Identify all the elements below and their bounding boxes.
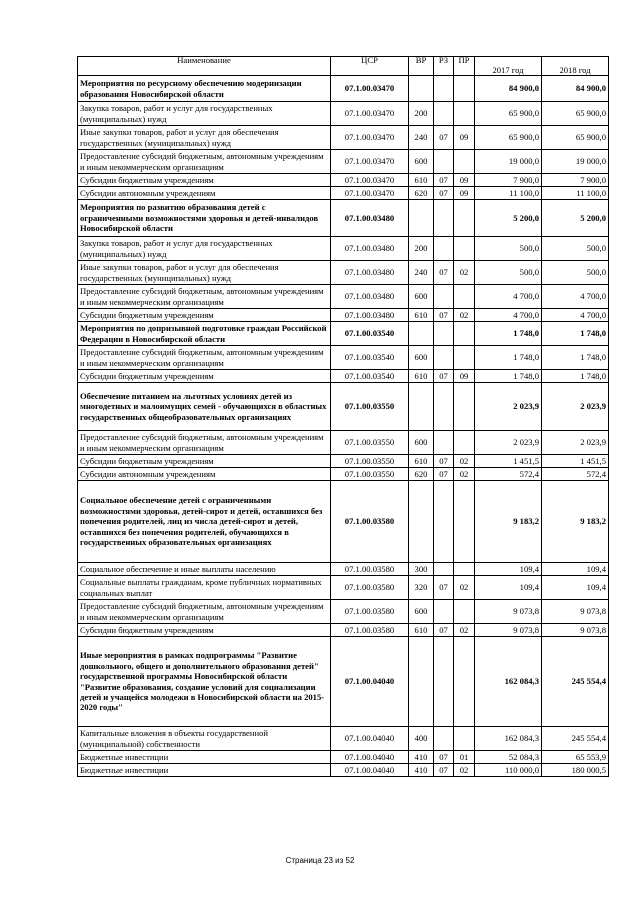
row-csr: 07.1.00.03480 <box>331 261 409 285</box>
row-pr <box>454 285 475 309</box>
row-2018: 9 183,2 <box>542 481 609 563</box>
table-row <box>78 285 609 309</box>
row-vr <box>409 383 434 431</box>
table-row <box>78 322 609 346</box>
table-row <box>78 468 609 481</box>
row-2017: 65 900,0 <box>475 126 542 150</box>
row-2018: 65 553,9 <box>542 751 609 764</box>
row-csr: 07.1.00.03580 <box>331 563 409 576</box>
row-name: Бюджетные инвестиции <box>78 764 331 777</box>
row-csr: 07.1.00.03580 <box>331 624 409 637</box>
row-vr <box>409 481 434 563</box>
table-row <box>78 727 609 751</box>
row-pr <box>454 237 475 261</box>
row-name: Иные мероприятия в рамках подпрограммы "Развитие дошкольного, общего и дополнительного образования детей" государственной программы Новосибирской области "Развитие образования, создание условий для социализации детей и учащейся молодежи в Новосибирской области на 2015-2020 годы" <box>78 637 331 727</box>
row-name: Субсидии автономным учреждениям <box>78 468 331 481</box>
row-rz: 07 <box>434 751 454 764</box>
row-2017: 65 900,0 <box>475 102 542 126</box>
row-vr: 200 <box>409 102 434 126</box>
row-csr: 07.1.00.03550 <box>331 455 409 468</box>
row-2017: 9 183,2 <box>475 481 542 563</box>
row-rz <box>434 727 454 751</box>
table-row <box>78 370 609 383</box>
row-pr: 09 <box>454 187 475 200</box>
table-row <box>78 576 609 600</box>
row-pr <box>454 600 475 624</box>
row-rz <box>434 200 454 237</box>
row-2018: 4 700,0 <box>542 309 609 322</box>
row-2018: 1 451,5 <box>542 455 609 468</box>
row-csr: 07.1.00.04040 <box>331 727 409 751</box>
row-2017: 109,4 <box>475 576 542 600</box>
row-pr <box>454 200 475 237</box>
row-2017: 11 100,0 <box>475 187 542 200</box>
row-name: Социальные выплаты гражданам, кроме публичных нормативных социальных выплат <box>78 576 331 600</box>
row-rz <box>434 322 454 346</box>
row-vr: 410 <box>409 764 434 777</box>
row-2018: 2 023,9 <box>542 431 609 455</box>
row-rz <box>434 237 454 261</box>
row-2017: 9 073,8 <box>475 624 542 637</box>
row-name: Иные закупки товаров, работ и услуг для обеспечения государственных (муниципальных) нужд <box>78 261 331 285</box>
row-vr <box>409 76 434 102</box>
row-2017: 1 748,0 <box>475 322 542 346</box>
row-name: Субсидии бюджетным учреждениям <box>78 624 331 637</box>
row-pr <box>454 727 475 751</box>
header-pr: ПР <box>454 57 475 76</box>
header-2017: 2017 год <box>475 57 542 76</box>
row-vr: 240 <box>409 261 434 285</box>
row-csr: 07.1.00.03470 <box>331 174 409 187</box>
row-csr: 07.1.00.03480 <box>331 309 409 322</box>
row-name: Мероприятия по развитию образования детей с ограниченными возможностями здоровья и детей-инвалидов Новосибирской области <box>78 200 331 237</box>
row-rz <box>434 431 454 455</box>
row-name: Закупка товаров, работ и услуг для государственных (муниципальных) нужд <box>78 102 331 126</box>
row-pr: 02 <box>454 455 475 468</box>
row-rz: 07 <box>434 455 454 468</box>
row-2017: 500,0 <box>475 237 542 261</box>
row-vr: 600 <box>409 431 434 455</box>
row-2017: 162 084,3 <box>475 637 542 727</box>
row-csr: 07.1.00.03540 <box>331 322 409 346</box>
row-rz: 07 <box>434 309 454 322</box>
row-rz: 07 <box>434 174 454 187</box>
row-pr: 02 <box>454 576 475 600</box>
row-pr <box>454 383 475 431</box>
row-pr: 09 <box>454 370 475 383</box>
row-vr: 400 <box>409 727 434 751</box>
row-2018: 500,0 <box>542 237 609 261</box>
table-row <box>78 187 609 200</box>
row-name: Закупка товаров, работ и услуг для государственных (муниципальных) нужд <box>78 237 331 261</box>
row-vr: 620 <box>409 468 434 481</box>
row-vr: 320 <box>409 576 434 600</box>
table-row <box>78 431 609 455</box>
row-csr: 07.1.00.03470 <box>331 187 409 200</box>
row-2017: 1 451,5 <box>475 455 542 468</box>
row-2018: 84 900,0 <box>542 76 609 102</box>
row-rz: 07 <box>434 261 454 285</box>
header-rz: РЗ <box>434 57 454 76</box>
budget-table <box>77 56 609 777</box>
row-name: Предоставление субсидий бюджетным, автономным учреждениям и иным некоммерческим организациям <box>78 285 331 309</box>
page-number: Страница 23 из 52 <box>285 856 355 865</box>
row-rz: 07 <box>434 126 454 150</box>
header-name: Наименование <box>78 57 331 76</box>
row-name: Предоставление субсидий бюджетным, автономным учреждениям и иным некоммерческим организациям <box>78 600 331 624</box>
row-2018: 11 100,0 <box>542 187 609 200</box>
row-2018: 65 900,0 <box>542 102 609 126</box>
row-csr: 07.1.00.03470 <box>331 126 409 150</box>
row-name: Субсидии бюджетным учреждениям <box>78 455 331 468</box>
row-2017: 7 900,0 <box>475 174 542 187</box>
row-vr: 300 <box>409 563 434 576</box>
row-name: Субсидии автономным учреждениям <box>78 187 331 200</box>
row-csr: 07.1.00.03470 <box>331 76 409 102</box>
row-pr <box>454 322 475 346</box>
row-csr: 07.1.00.04040 <box>331 764 409 777</box>
row-2017: 5 200,0 <box>475 200 542 237</box>
row-2017: 162 084,3 <box>475 727 542 751</box>
header-vr: ВР <box>409 57 434 76</box>
row-2017: 110 000,0 <box>475 764 542 777</box>
row-rz: 07 <box>434 468 454 481</box>
row-2018: 109,4 <box>542 576 609 600</box>
row-vr: 600 <box>409 600 434 624</box>
row-rz <box>434 481 454 563</box>
row-2018: 1 748,0 <box>542 346 609 370</box>
row-vr: 240 <box>409 126 434 150</box>
row-csr: 07.1.00.03550 <box>331 431 409 455</box>
row-rz: 07 <box>434 576 454 600</box>
row-pr: 09 <box>454 174 475 187</box>
table-row <box>78 76 609 102</box>
row-2018: 9 073,8 <box>542 624 609 637</box>
row-2018: 65 900,0 <box>542 126 609 150</box>
row-rz: 07 <box>434 370 454 383</box>
row-vr: 610 <box>409 309 434 322</box>
row-rz <box>434 563 454 576</box>
row-csr: 07.1.00.03540 <box>331 346 409 370</box>
table-row <box>78 751 609 764</box>
table-row <box>78 764 609 777</box>
row-name: Обеспечение питанием на льготных условиях детей из многодетных и малоимущих семей - обучающихся в областных государственных общеобразовательных организациях <box>78 383 331 431</box>
table-row <box>78 126 609 150</box>
row-name: Социальное обеспечение и иные выплаты населению <box>78 563 331 576</box>
row-2018: 109,4 <box>542 563 609 576</box>
row-vr: 410 <box>409 751 434 764</box>
row-vr: 610 <box>409 370 434 383</box>
row-csr: 07.1.00.03580 <box>331 576 409 600</box>
row-2018: 500,0 <box>542 261 609 285</box>
row-name: Иные закупки товаров, работ и услуг для обеспечения государственных (муниципальных) нужд <box>78 126 331 150</box>
row-csr: 07.1.00.03550 <box>331 468 409 481</box>
row-csr: 07.1.00.03480 <box>331 237 409 261</box>
row-2018: 5 200,0 <box>542 200 609 237</box>
row-vr: 600 <box>409 346 434 370</box>
row-rz <box>434 285 454 309</box>
row-rz: 07 <box>434 764 454 777</box>
row-csr: 07.1.00.03550 <box>331 383 409 431</box>
table-row <box>78 261 609 285</box>
row-name: Предоставление субсидий бюджетным, автономным учреждениям и иным некоммерческим организациям <box>78 346 331 370</box>
row-2017: 19 000,0 <box>475 150 542 174</box>
row-vr: 620 <box>409 187 434 200</box>
row-2018: 19 000,0 <box>542 150 609 174</box>
budget-table-page <box>77 56 608 777</box>
row-2017: 1 748,0 <box>475 370 542 383</box>
row-2018: 2 023,9 <box>542 383 609 431</box>
row-vr <box>409 200 434 237</box>
row-csr: 07.1.00.03480 <box>331 285 409 309</box>
row-pr <box>454 481 475 563</box>
row-2018: 1 748,0 <box>542 322 609 346</box>
row-vr: 610 <box>409 174 434 187</box>
row-rz: 07 <box>434 187 454 200</box>
row-name: Мероприятия по допризывной подготовке граждан Российской Федерации в Новосибирской области <box>78 322 331 346</box>
row-pr <box>454 563 475 576</box>
row-csr: 07.1.00.03580 <box>331 481 409 563</box>
table-row <box>78 309 609 322</box>
table-header-row <box>78 57 609 76</box>
row-name: Субсидии бюджетным учреждениям <box>78 309 331 322</box>
row-pr <box>454 431 475 455</box>
row-pr: 01 <box>454 751 475 764</box>
row-pr <box>454 76 475 102</box>
row-vr <box>409 322 434 346</box>
row-vr <box>409 637 434 727</box>
header-2018: 2018 год <box>542 57 609 76</box>
row-2017: 9 073,8 <box>475 600 542 624</box>
table-row <box>78 200 609 237</box>
row-csr: 07.1.00.04040 <box>331 751 409 764</box>
row-pr: 02 <box>454 468 475 481</box>
row-csr: 07.1.00.03480 <box>331 200 409 237</box>
header-csr: ЦСР <box>331 57 409 76</box>
row-rz <box>434 637 454 727</box>
row-2018: 4 700,0 <box>542 285 609 309</box>
row-csr: 07.1.00.03470 <box>331 150 409 174</box>
row-pr: 02 <box>454 764 475 777</box>
table-row <box>78 455 609 468</box>
row-pr <box>454 102 475 126</box>
row-name: Субсидии бюджетным учреждениям <box>78 174 331 187</box>
row-pr: 02 <box>454 309 475 322</box>
row-rz <box>434 150 454 174</box>
row-2017: 500,0 <box>475 261 542 285</box>
row-rz <box>434 600 454 624</box>
row-csr: 07.1.00.03540 <box>331 370 409 383</box>
row-pr: 02 <box>454 624 475 637</box>
row-csr: 07.1.00.03580 <box>331 600 409 624</box>
row-vr: 600 <box>409 285 434 309</box>
row-rz <box>434 346 454 370</box>
row-2018: 7 900,0 <box>542 174 609 187</box>
row-2018: 572,4 <box>542 468 609 481</box>
row-2017: 84 900,0 <box>475 76 542 102</box>
row-name: Предоставление субсидий бюджетным, автономным учреждениям и иным некоммерческим организациям <box>78 150 331 174</box>
row-2017: 4 700,0 <box>475 285 542 309</box>
row-2017: 109,4 <box>475 563 542 576</box>
row-name: Капитальные вложения в объекты государственной (муниципальной) собственности <box>78 727 331 751</box>
row-2017: 2 023,9 <box>475 431 542 455</box>
row-pr: 02 <box>454 261 475 285</box>
row-pr <box>454 346 475 370</box>
row-name: Социальное обеспечение детей с ограниченными возможностями здоровья, детей-сирот и детей, оставшихся без попечения родителей, лиц из числа детей-сирот и детей, оставшихся без попечения родителей, обучающихся в государственных образовательных организациях <box>78 481 331 563</box>
table-row <box>78 563 609 576</box>
table-row <box>78 624 609 637</box>
row-name: Предоставление субсидий бюджетным, автономным учреждениям и иным некоммерческим организациям <box>78 431 331 455</box>
row-vr: 600 <box>409 150 434 174</box>
row-2018: 245 554,4 <box>542 637 609 727</box>
table-row <box>78 237 609 261</box>
row-name: Субсидии бюджетным учреждениям <box>78 370 331 383</box>
row-pr: 09 <box>454 126 475 150</box>
row-vr: 200 <box>409 237 434 261</box>
row-csr: 07.1.00.03470 <box>331 102 409 126</box>
row-vr: 610 <box>409 455 434 468</box>
table-row <box>78 481 609 563</box>
table-row <box>78 174 609 187</box>
table-row <box>78 102 609 126</box>
table-row <box>78 637 609 727</box>
row-rz <box>434 102 454 126</box>
row-2018: 9 073,8 <box>542 600 609 624</box>
row-pr <box>454 637 475 727</box>
row-name: Мероприятия по ресурсному обеспечению модернизации образования Новосибирской области <box>78 76 331 102</box>
row-csr: 07.1.00.04040 <box>331 637 409 727</box>
table-row <box>78 150 609 174</box>
table-row <box>78 600 609 624</box>
row-rz <box>434 76 454 102</box>
row-pr <box>454 150 475 174</box>
row-2017: 572,4 <box>475 468 542 481</box>
row-rz: 07 <box>434 624 454 637</box>
row-name: Бюджетные инвестиции <box>78 751 331 764</box>
row-rz <box>434 383 454 431</box>
table-row <box>78 346 609 370</box>
row-2017: 2 023,9 <box>475 383 542 431</box>
row-2018: 1 748,0 <box>542 370 609 383</box>
table-row <box>78 383 609 431</box>
row-2018: 245 554,4 <box>542 727 609 751</box>
row-2017: 1 748,0 <box>475 346 542 370</box>
row-2018: 180 000,5 <box>542 764 609 777</box>
row-vr: 610 <box>409 624 434 637</box>
row-2017: 52 084,3 <box>475 751 542 764</box>
row-2017: 4 700,0 <box>475 309 542 322</box>
